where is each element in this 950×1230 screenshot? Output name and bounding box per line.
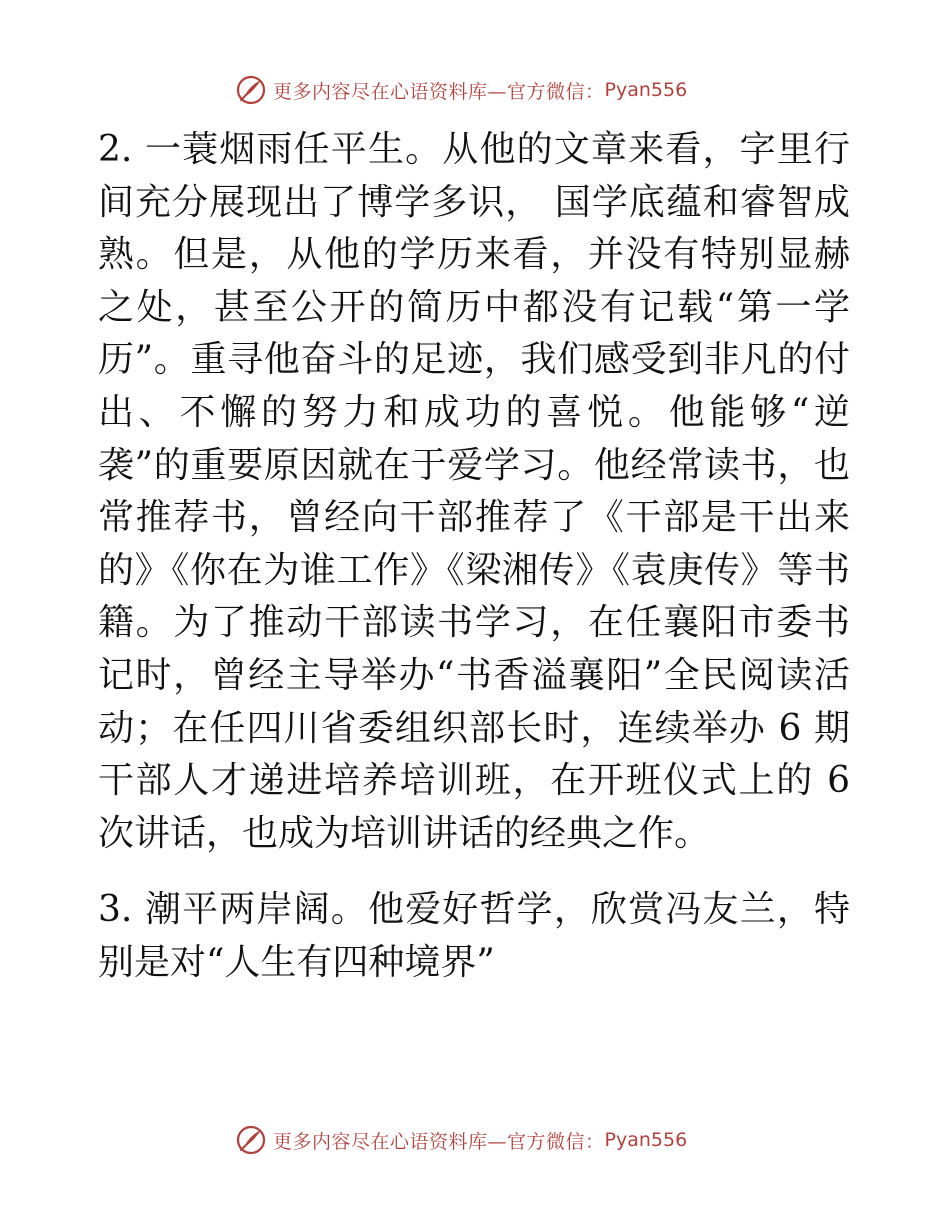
paragraph-2: 2. 一蓑烟雨任平生。从他的文章来看，字里行间充分展现出了博学多识， 国学底蕴和睿智成熟。但是，从他的学历来看，并没有特别显赫之处，甚至公开的简历中都没有记载“第一学历”。重寻他奋斗的足迹，我们感受到非凡的付出、不懈的努力和成功的喜悦。他能够“逆袭”的重要原因就在于爱学习。他经常读书，也常推荐书，曾经向干部推荐了《干部是干出来的》《你在为谁工作》《梁湘传》《袁庚传》等书籍。为了推动干部读书学习，在任襄阳市委书记时，曾经主导举办“书香溢襄阳”全民阅读活动；在任四川省委组织部长时，连续举办 6 期干部人才递进培养培训班，在开班仪式上的 6 次讲话，也成为培训讲话的经典之作。: [98, 129, 850, 854]
paragraph-3: 3. 潮平两岸阔。他爱好哲学，欣赏冯友兰，特别是对“人生有四种境界”: [98, 889, 850, 983]
watermark-text: 更多内容尽在心语资料库—官方微信：: [273, 80, 605, 103]
feather-pen-logo-icon: [235, 74, 267, 106]
watermark-wechat-id: Pyan556: [604, 79, 688, 101]
feather-pen-logo-icon: [235, 1124, 267, 1156]
header-watermark: [235, 73, 687, 107]
footer-watermark: [235, 1123, 687, 1157]
document-body: [98, 124, 850, 990]
watermark-text: 更多内容尽在心语资料库—官方微信：: [273, 1130, 605, 1153]
watermark-wechat-id: Pyan556: [604, 1129, 688, 1151]
